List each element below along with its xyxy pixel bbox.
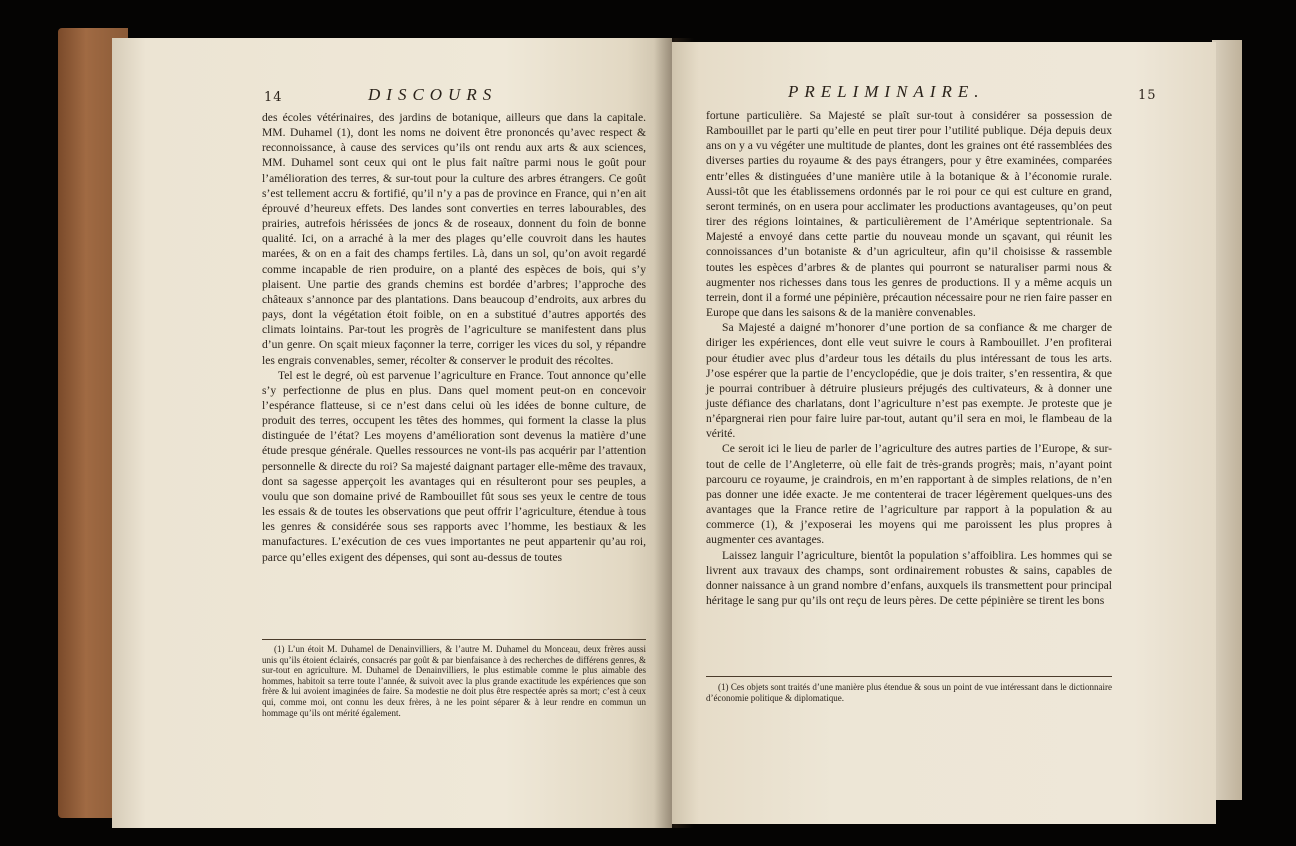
footnote-rule [262,639,646,640]
right-footnote [706,682,1112,703]
right-page-number: 15 [1138,88,1157,103]
left-page [112,38,672,828]
right-page [672,42,1216,824]
left-body-text [262,110,646,565]
left-page-number: 14 [264,90,283,105]
footnote-text: (1) Ces objets sont traités d’une manière plus étendue & sous un point de vue intéressant dans le dictionnaire d’économie politique & diplomatique. [706,682,1112,703]
left-footnote [262,644,646,718]
footnote-rule [706,676,1112,677]
footnote-text: (1) L’un étoit M. Duhamel de Denainvilliers, & l’autre M. Duhamel du Monceau, deux frères aussi unis qu’ils étoient éclairés, consacrés par goût & par bienfaisance à des recherches de différens genres, & sur-tout en agriculture. M. Duhamel de Denainvilliers, le plus estimable comme le plus aimable des hommes, habitoit sa terre toute l’année, & suivoit avec la plus grande exactitude les expériences que son frère & lui avoient imaginées de faire. Sa modestie ne doit plus être respectée après sa mort; c’est à ceux qui, comme moi, ont connu les deux frères, à ne les point séparer & à leur rendre en commun un hommage qu’ils ont mérité également. [262,644,646,718]
paragraph: Laissez languir l’agriculture, bientôt la population s’affoiblira. Les hommes qui se livrent aux travaux des champs, sont ordinairement robustes & sains, capables de donner naissance à un grand nombre d’enfans, auxquels ils transmettent pour principal héritage le sang pur qu’ils ont reçu de leurs pères. De cette pépinière se tirent les bons [706,548,1112,607]
paragraph: Tel est le degré, où est parvenue l’agriculture en France. Tout annonce qu’elle s’y perfectionne de plus en plus. Dans quel moment peut-on en concevoir l’espérance flatteuse, si ce n’est dans celui où les idées de bonne culture, de produit des terres, occupent les têtes des hommes, qui forment la classe la plus distinguée de l’état? Les moyens d’amélioration sont devenus la matière d’une étude presque générale. Quelles ressources ne vont-ils pas acquérir par l’attention personnelle & directe du roi? Sa majesté daignant partager elle-même des travaux, dont sa sagesse apperçoit les avantages qui en résulteront pour ses peuples, a voulu que son domaine privé de Rambouillet fût sous ses yeux le centre de tous les essais & de toutes les observations que peut offrir l’agriculture, étendue à tous les genres & considérée sous ses rapports avec l’homme, les bestiaux & les manufactures. L’exécution de ces vues importantes ne peut appartenir qu’au roi, parce qu’elles exigent des dépenses, qui sont au-dessus de toutes [262,368,646,564]
paragraph: fortune particulière. Sa Majesté se plaît sur-tout à considérer sa possession de Rambouillet par le parti qu’elle en peut tirer pour l’utilité publique. Déja depuis deux ans on y a vu végéter une multitude de plantes, dont les graines ont été rassemblées des diverses parties du royaume & des pays étrangers, pour y être examinées, comparées entr’elles & distinguées d’une manière utile à la botanique & à l’économie rurale. Aussi-tôt que les établissemens ordonnés par le roi pour ce qui est culture en grand, seront terminés, on en usera pour acclimater les productions avantageuses, qu’on peut tirer des régions lointaines, & particulièrement de l’Amérique septentrionale. Sa Majesté a envoyé dans cette partie du nouveau monde un sçavant, qui réunit les connoissances d’un botaniste & d’un agriculteur, afin qu’il choisisse & rassemble toutes les espèces d’arbres & de plantes qui pourront se naturaliser parmi nous & augmenter nos richesses dans tous les genres de productions. Il y a même acquis un terrein, dont il a formé une pépinière, précaution nécessaire pour ne rien faire passer en Europe que dans les saisons & de la manière convenables. [706,109,1112,320]
paragraph: Sa Majesté a daigné m’honorer d’une portion de sa confiance & me charger de diriger les expériences, dont elle veut suivre le cours à Rambouillet. J’en profiterai pour étudier avec plus d’ardeur tous les détails du plus intéressant de tous les arts. J’ose espérer que la partie de l’encyclopédie, que je dois traiter, s’en ressentira, & que je pourrai contribuer à détruire plusieurs préjugés des cultivateurs, & à donner une juste défiance des charlatans, dont l’agriculture n’est pas exempte. Je proteste que je n’épargnerai rien pour faire luire par-tout, autant qu’il sera en moi, le flambeau de la vérité. [706,321,1112,441]
paragraph: des écoles vétérinaires, des jardins de botanique, ailleurs que dans la capitale. MM. Duhamel (1), dont les noms ne doivent être prononcés qu’avec respect & reconnoissance, à cause des services qu’ils ont rendu aux arts & aux sciences, MM. Duhamel sont ceux qui ont le plus fait naître parmi nous le goût pour l’amélioration des terres, & sur-tout pour la culture des arbres étrangers. Ce goût s’est tellement accru & fortifié, qu’il n’y a pas de province en France, qui n’en ait éprouvé d’heureux effets. Des landes sont converties en terres labourables, des prairies, autrefois hérissées de joncs & de roseaux, donnent du foin de bonne qualité. Ici, on a arraché à la mer des plages qu’elle couvroit dans les hautes marées, & on en a fait des champs fertiles. Là, dans un sol, qu’on avoit regardé comme incapable de rien produire, on a planté des espèces de bois, qui s’y plaisent. Une partie des grands chemins est bordée d’arbres; l’approche des châteaux s’annonce par des plantations. Dans beaucoup d’endroits, aux arbres du pays, dont la végétation étoit foible, on en a substitué d’autres apportés des climats lointains. Par-tout les progrès de l’agriculture se manifestent dans plus d’un genre. On sçait mieux façonner la terre, corriger les vices du sol, y répandre les engrais convenables, semer, récolter & conserver le produit des récoltes. [262,111,646,367]
paragraph: Ce seroit ici le lieu de parler de l’agriculture des autres parties de l’Europe, & sur-tout de celle de l’Angleterre, où elle fait de très-grands progrès; mais, n’ayant point parcouru ce royaume, je craindrois, en m’en rapportant à de simples relations, de n’en pas donner une idée exacte. Je me contenterai de tracer légèrement quelques-uns des avantages que la France retire de l’agriculture par rapport à la population & au commerce (1), & j’exposerai les moyens qui me paroissent les plus propres à augmenter ces avantages. [706,442,1112,547]
left-running-head: DISCOURS [368,85,498,104]
right-running-head: PRELIMINAIRE. [788,82,985,101]
right-page-edges [1212,40,1242,800]
right-body-text [706,108,1112,608]
